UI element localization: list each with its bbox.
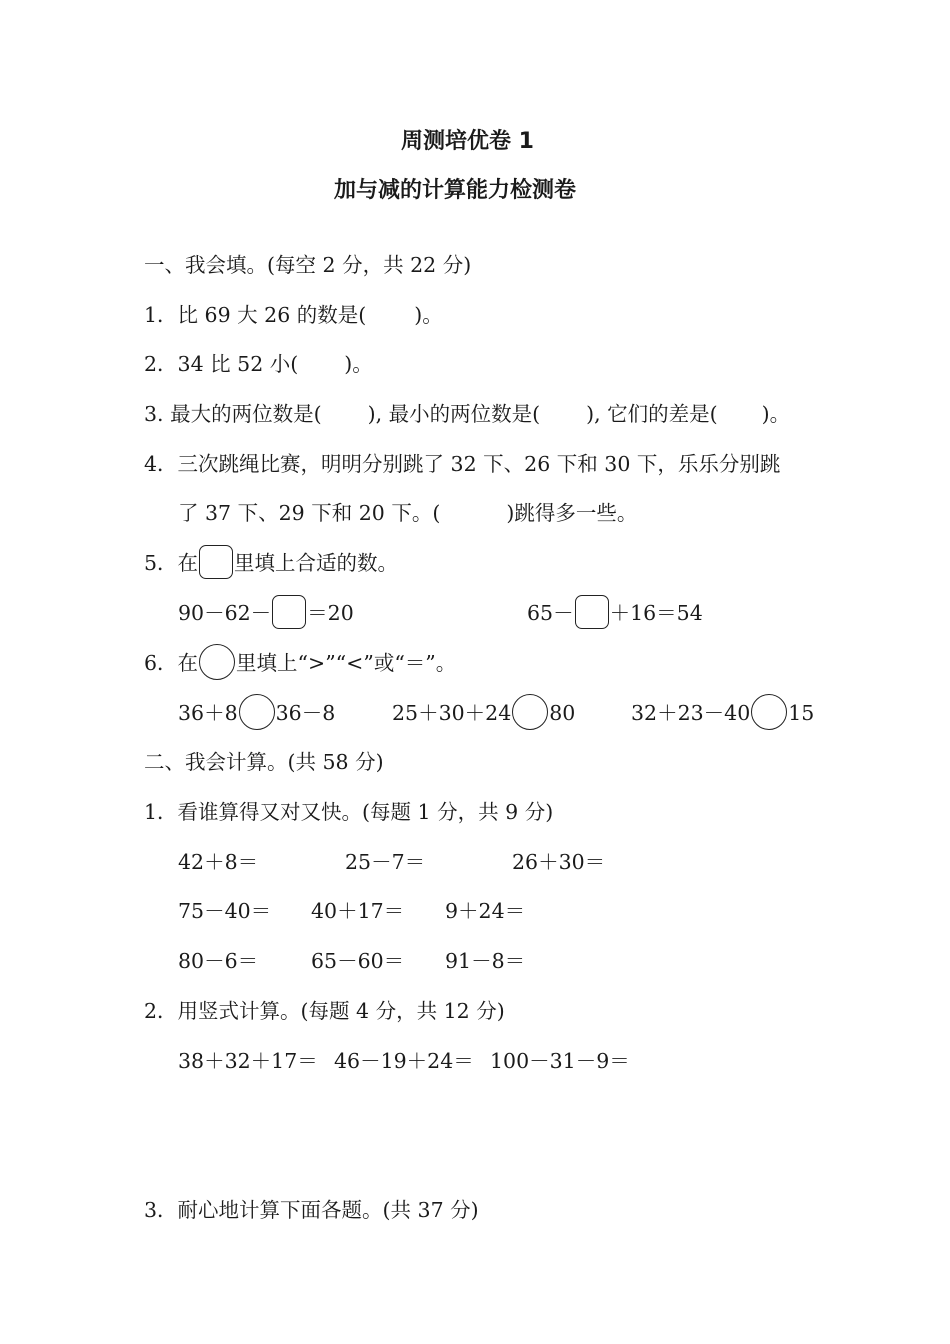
question-5: [144, 548, 398, 579]
q6-post: 里填上“>”“<”或“＝”。: [236, 651, 457, 675]
q6-e3-right: 15: [788, 701, 815, 725]
part2-heading: 二、我会计算。(共 58 分): [144, 750, 384, 774]
answer-box: [199, 545, 233, 579]
answer-circle[interactable]: [239, 694, 275, 730]
vertical-calc: 46－19＋24＝: [334, 1049, 474, 1073]
q2-text: 2．34 比 52 小(: [144, 352, 299, 376]
section-1-heading: 1．看谁算得又对又快。(每题 1 分，共 9 分): [144, 800, 554, 824]
q5-post: 里填上合适的数。: [234, 551, 399, 575]
q1-close: )。: [414, 303, 443, 327]
answer-box[interactable]: [575, 595, 609, 629]
q5-pre: 5．在: [144, 551, 199, 575]
question-3: [144, 399, 790, 429]
title-line1: 周测培优卷 1: [401, 129, 534, 154]
question-4-line1: 4．三次跳绳比赛，明明分别跳了 32 下、26 下和 30 下，乐乐分别跳: [144, 452, 781, 476]
q6-compare-2: [392, 698, 575, 730]
title-line2: 加与减的计算能力检测卷: [334, 178, 577, 203]
part1-heading: 一、我会填。(每空 2 分，共 22 分): [144, 253, 472, 277]
q6-e1-right: 36－8: [275, 701, 336, 725]
q6-e3-left: 32＋23－40: [631, 701, 751, 725]
q3-part-b: ), 最小的两位数是(: [367, 402, 541, 426]
q6-compare-3: [631, 698, 814, 730]
oral-calc: 65－60＝: [311, 949, 405, 973]
question-4-line2: [178, 498, 637, 528]
q5-e2-right: ＋16＝54: [609, 601, 703, 625]
vertical-calc: 100－31－9＝: [490, 1049, 630, 1073]
oral-calc: 75－40＝: [178, 899, 272, 923]
oral-calc: 80－6＝: [178, 949, 259, 973]
q4-text: 了 37 下、29 下和 20 下。(: [178, 501, 441, 525]
q5-e1-right: ＝20: [307, 601, 354, 625]
oral-calc: 26＋30＝: [512, 850, 606, 874]
q1-text: 1．比 69 大 26 的数是(: [144, 303, 367, 327]
answer-box[interactable]: [272, 595, 306, 629]
q6-pre: 6．在: [144, 651, 199, 675]
question-6: [144, 648, 456, 680]
question-1: [144, 300, 443, 330]
vertical-calc: 38＋32＋17＝: [178, 1049, 318, 1073]
answer-circle: [199, 644, 235, 680]
oral-calc: 91－8＝: [445, 949, 526, 973]
q5-e1-left: 90－62－: [178, 601, 272, 625]
q4-close: )跳得多一些。: [506, 501, 638, 525]
oral-calc: 9＋24＝: [445, 899, 526, 923]
section-2-heading: 2．用竖式计算。(每题 4 分，共 12 分): [144, 999, 505, 1023]
question-2: [144, 349, 373, 379]
q6-compare-1: [178, 698, 335, 730]
answer-circle[interactable]: [751, 694, 787, 730]
q5-equation-1: [178, 598, 354, 629]
section-3-heading: 3．耐心地计算下面各题。(共 37 分): [144, 1198, 479, 1222]
q5-e2-left: 65－: [527, 601, 574, 625]
q6-e2-right: 80: [549, 701, 576, 725]
q3-part-a: 3. 最大的两位数是(: [144, 402, 322, 426]
q6-e2-left: 25＋30＋24: [392, 701, 512, 725]
oral-calc: 25－7＝: [345, 850, 426, 874]
oral-calc: 42＋8＝: [178, 850, 259, 874]
q5-equation-2: [527, 598, 703, 629]
answer-circle[interactable]: [512, 694, 548, 730]
q3-part-c: ), 它们的差是(: [586, 402, 718, 426]
q2-close: )。: [344, 352, 373, 376]
q3-part-d: )。: [761, 402, 791, 426]
oral-calc: 40＋17＝: [311, 899, 405, 923]
q6-e1-left: 36＋8: [178, 701, 238, 725]
